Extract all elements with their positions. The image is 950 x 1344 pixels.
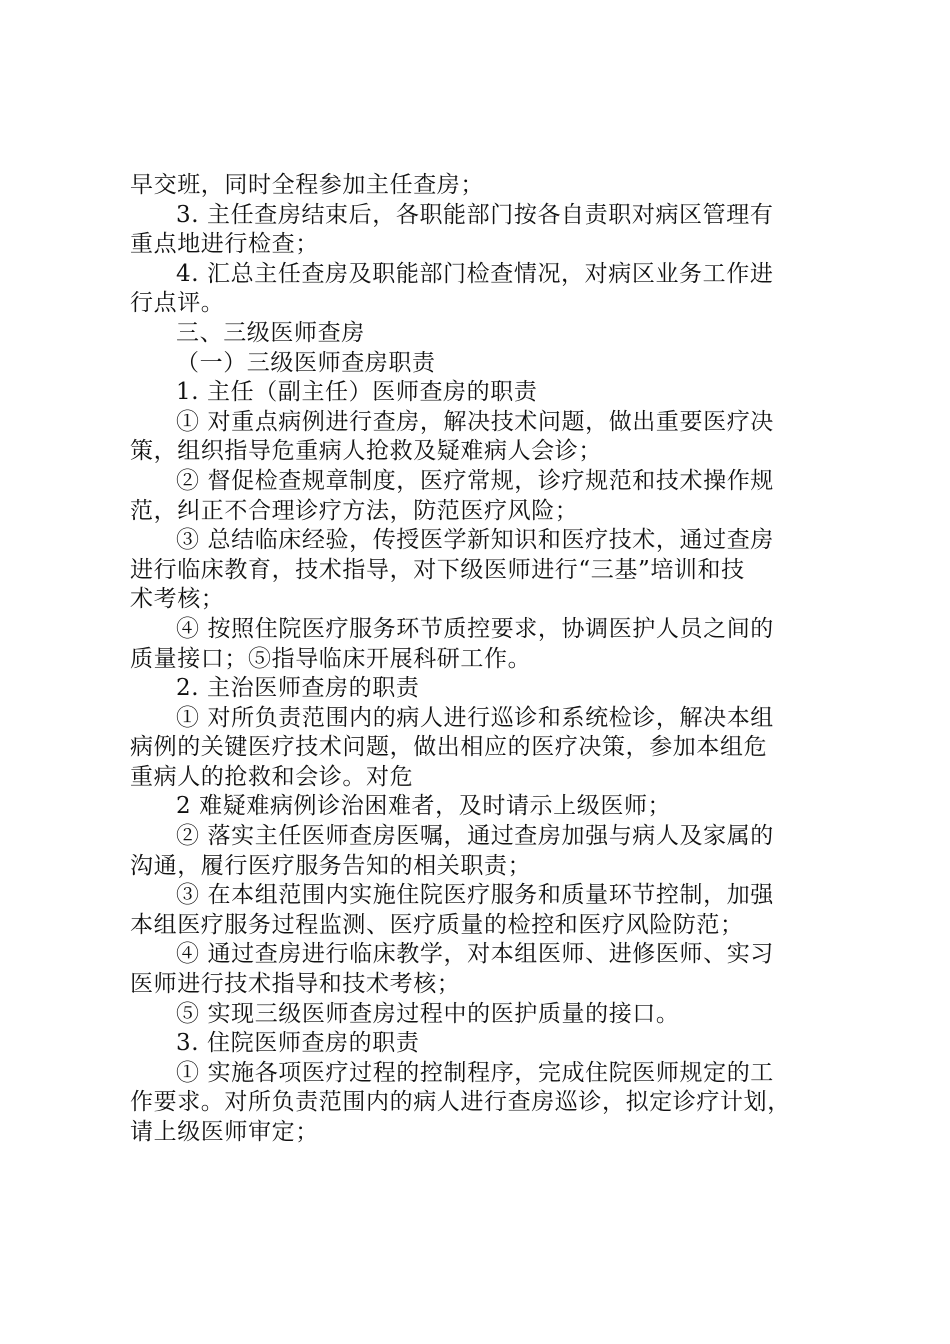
text-line: 重点地进行检查； [130, 231, 319, 258]
text-line: 早交班，同时全程参加主任查房； [130, 172, 484, 198]
text-line: ④ 通过查房进行临床教学，对本组医师、进修医师、实习 [176, 941, 774, 968]
text-line: 重病人的抢救和会诊。对危 [130, 763, 414, 790]
text-line: （一）三级医师查房职责 [176, 349, 436, 376]
text-line: 4. 汇总主任查房及职能部门检查情况，对病区业务工作进 [176, 260, 774, 287]
text-line: 进行临床教育，技术指导，对下级医师进行“三基”培训和技 [130, 556, 745, 583]
text-line: 沟通，履行医疗服务告知的相关职责； [130, 852, 532, 879]
text-line: ① 实施各项医疗过程的控制程序，完成住院医师规定的工 [176, 1059, 774, 1086]
text-line: 术考核； [130, 586, 225, 613]
text-line: ③ 在本组范围内实施住院医疗服务和质量环节控制，加强 [176, 882, 774, 909]
text-line: ② 督促检查规章制度，医疗常规，诊疗规范和技术操作规 [176, 467, 774, 494]
text-line: ③ 总结临床经验，传授医学新知识和医疗技术，通过查房 [176, 527, 774, 554]
text-line: 质量接口；⑤指导临床开展科研工作。 [130, 645, 532, 672]
text-line: 三、三级医师查房 [176, 319, 365, 346]
text-line: 医师进行技术指导和技术考核； [130, 971, 461, 998]
text-line: 3. 主任查房结束后，各职能部门按各自责职对病区管理有 [176, 201, 774, 228]
text-line: ② 落实主任医师查房医嘱，通过查房加强与病人及家属的 [176, 823, 774, 850]
text-line: 1. 主任（副主任）医师查房的职责 [176, 379, 538, 406]
text-line: ⑤ 实现三级医师查房过程中的医护质量的接口。 [176, 1000, 680, 1027]
text-line: ④ 按照住院医疗服务环节质控要求，协调医护人员之间的 [176, 615, 774, 642]
text-line: 策，组织指导危重病人抢救及疑难病人会诊； [130, 438, 602, 465]
text-line: 2 难疑难病例诊治困难者，及时请示上级医师； [176, 793, 672, 820]
text-line: ① 对重点病例进行查房，解决技术问题，做出重要医疗决 [176, 408, 774, 435]
text-line: 本组医疗服务过程监测、医疗质量的检控和医疗风险防范； [130, 911, 744, 938]
text-line: 请上级医师审定； [130, 1119, 319, 1145]
text-line: 作要求。对所负责范围内的病人进行查房巡诊，拟定诊疗计划， [130, 1089, 791, 1116]
text-line: 病例的关键医疗技术问题，做出相应的医疗决策，参加本组危 [130, 734, 768, 761]
document-body [130, 171, 830, 1148]
text-line: ① 对所负责范围内的病人进行巡诊和系统检诊，解决本组 [176, 704, 774, 731]
text-line: 范，纠正不合理诊疗方法，防范医疗风险； [130, 497, 579, 524]
text-line: 3. 住院医师查房的职责 [176, 1030, 420, 1057]
text-line: 2. 主治医师查房的职责 [176, 675, 420, 702]
text-line: 行点评。 [130, 290, 225, 317]
